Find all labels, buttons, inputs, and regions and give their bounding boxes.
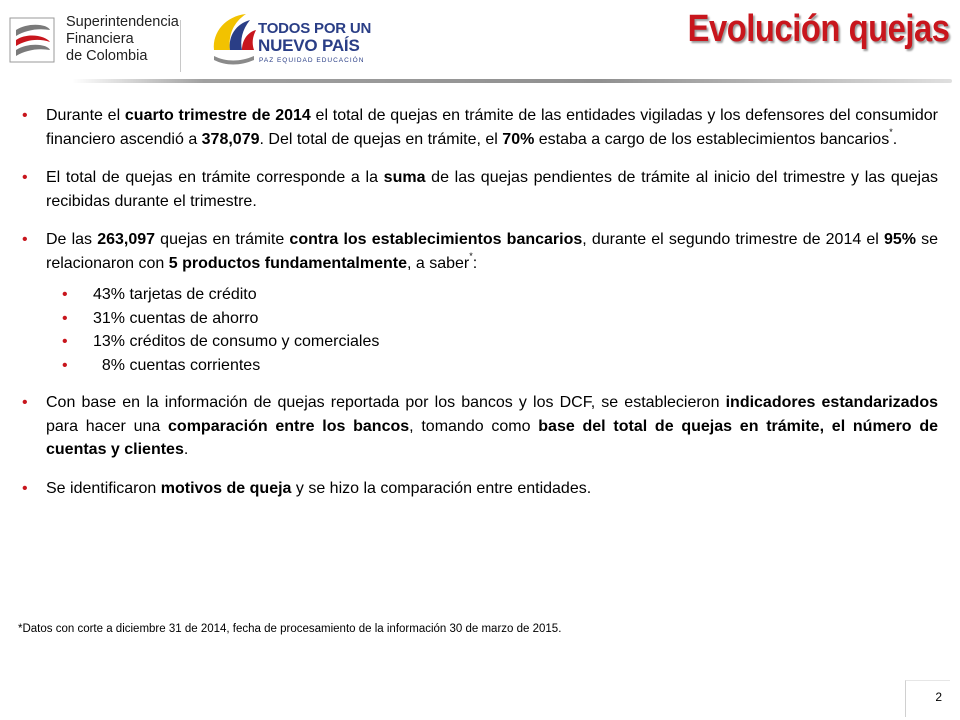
gov-tagline: PAZ EQUIDAD EDUCACIÓN — [259, 57, 365, 64]
list-item — [22, 283, 938, 307]
bold-run: suma — [383, 169, 426, 186]
bullet-bancos — [22, 228, 938, 275]
productos-list — [22, 283, 938, 377]
list-item — [22, 330, 938, 354]
text-run: El total de quejas en trámite corresponde a la — [46, 169, 384, 186]
superfinanciera-wordmark — [66, 14, 179, 65]
text-run: de las quejas pendientes de trámite al inicio del trimestre y las quejas recibidas durante el trimestre. — [46, 169, 938, 210]
list-item-text: 13% créditos de consumo y comerciales — [93, 333, 380, 350]
text-run: , tomando como — [409, 417, 539, 435]
bullet-dot: • — [62, 333, 68, 350]
logo-line-1: Superintendencia — [66, 14, 179, 30]
text-run: : — [472, 254, 478, 272]
title-divider — [72, 79, 952, 83]
bold-run: 5 productos fundamentalmente — [168, 254, 407, 272]
superfinanciera-emblem-icon — [8, 16, 58, 66]
text-run: se relacionaron con — [46, 231, 939, 272]
bullet-dot: • — [22, 107, 28, 124]
footnote: *Datos con corte a diciembre 31 de 2014, fecha de procesamiento de la información 30 de marzo de 2015. — [18, 623, 562, 635]
bullet-dot: • — [22, 479, 28, 497]
bold-run: 378,079 — [201, 130, 260, 148]
logo-line-2: Financiera — [66, 31, 134, 47]
list-item — [22, 307, 938, 331]
gov-line-2: NUEVO PAÍS — [258, 36, 360, 55]
bullet-dot: • — [22, 394, 28, 411]
text-run: estaba a cargo de los establecimientos bancarios — [534, 130, 890, 148]
gobierno-wordmark — [258, 20, 371, 54]
gobierno-logo — [208, 10, 378, 72]
superfinanciera-logo — [8, 12, 178, 70]
gov-line-1: TODOS POR UN — [258, 20, 372, 37]
text-run: para hacer una — [46, 417, 169, 435]
bold-run: indicadores estandarizados — [725, 394, 939, 411]
text-run: Se identificaron — [46, 479, 161, 497]
list-item-text: 43% tarjetas de crédito — [93, 286, 257, 303]
bullet-dot: • — [62, 356, 68, 374]
bold-run: motivos de queja — [160, 479, 292, 497]
slide-body — [22, 104, 938, 515]
logo-line-3: de Colombia — [66, 48, 148, 64]
text-run: Durante el — [46, 107, 125, 124]
slide-title: Evolución quejas — [688, 8, 950, 50]
logo-divider — [180, 20, 181, 72]
text-run: . — [183, 441, 189, 458]
bold-run: 70% — [502, 130, 535, 148]
bold-run: 263,097 — [97, 231, 156, 248]
bullet-quejas-total — [22, 104, 938, 151]
list-item-text: 31% cuentas de ahorro — [93, 309, 259, 327]
footnote-marker: * — [889, 127, 893, 138]
text-run: quejas en trámite — [155, 231, 290, 248]
bullet-dot: • — [62, 286, 68, 303]
list-item — [22, 354, 938, 378]
list-item-text: 8% cuentas corrientes — [93, 356, 261, 374]
text-run: y se hizo la comparación entre entidades. — [291, 479, 592, 497]
bold-run: 95% — [883, 231, 916, 248]
footnote-marker: * — [469, 251, 473, 262]
gobierno-emblem-icon — [208, 10, 258, 72]
bullet-dot: • — [22, 231, 28, 248]
bold-run: base del total de quejas en trámite, el número de cuentas y clientes — [46, 417, 939, 458]
page-number-frame — [905, 680, 950, 717]
bullet-dot: • — [22, 169, 28, 186]
slide-header — [0, 0, 960, 82]
text-run: . — [892, 130, 898, 148]
bold-run: comparación entre los bancos — [168, 417, 410, 435]
bold-run: cuarto trimestre de 2014 — [124, 107, 311, 124]
bullet-motivos — [22, 477, 938, 501]
text-run: De las — [46, 231, 98, 248]
bold-run: contra los establecimientos bancarios — [289, 231, 583, 248]
text-run: Con base en la información de quejas reportada por los bancos y los DCF, se establecieron — [46, 394, 726, 411]
bullet-indicadores — [22, 391, 938, 462]
bullet-dot: • — [62, 309, 68, 327]
text-run: , durante el segundo trimestre de 2014 el — [582, 231, 884, 248]
page-number: 2 — [935, 690, 942, 704]
text-run: , a saber — [407, 254, 470, 272]
text-run: el total de quejas en trámite de las entidades vigiladas y los defensores del consumidor financiero ascendió a — [46, 107, 939, 148]
bullet-definicion — [22, 166, 938, 213]
text-run: . Del total de quejas en trámite, el — [259, 130, 503, 148]
